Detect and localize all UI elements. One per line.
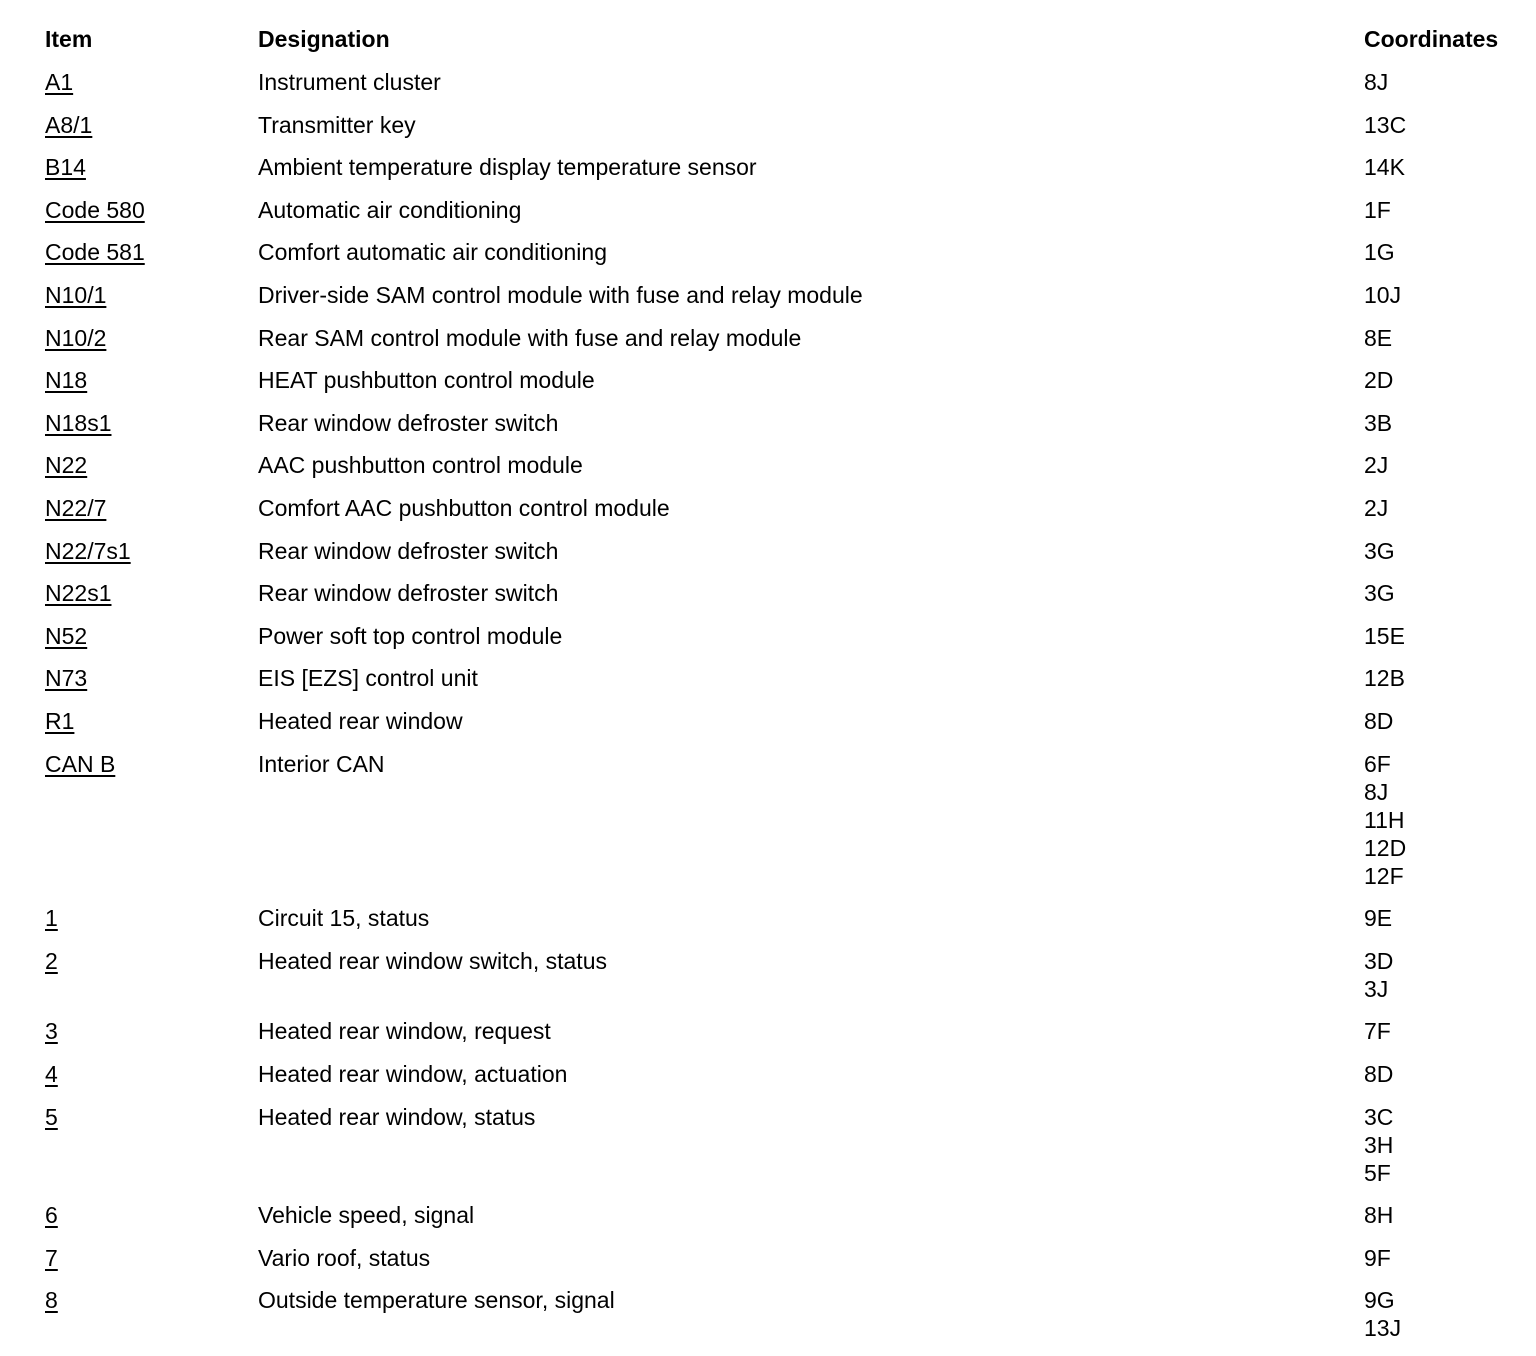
coordinate-value: 12F xyxy=(1364,863,1404,889)
coordinate-value: 10J xyxy=(1364,282,1402,308)
coordinate-value: 8D xyxy=(1364,1061,1394,1087)
designation-cell: Rear window defroster switch xyxy=(258,580,559,606)
coordinate-value: 8J xyxy=(1364,69,1389,95)
item-cell xyxy=(45,750,115,778)
coordinates-cell xyxy=(1364,750,1406,890)
item-link[interactable]: B14 xyxy=(45,154,86,180)
coordinate-value: 3B xyxy=(1364,410,1393,436)
header-item: Item xyxy=(45,26,93,52)
item-cell xyxy=(45,1286,58,1314)
coordinate-value: 3D xyxy=(1364,948,1394,974)
coordinates-cell xyxy=(1364,707,1393,735)
coordinate-value: 12D xyxy=(1364,835,1407,861)
item-cell xyxy=(45,68,73,96)
item-link[interactable]: Code 580 xyxy=(45,197,145,223)
coordinates-cell xyxy=(1364,1017,1391,1045)
item-link[interactable]: CAN B xyxy=(45,751,116,777)
item-cell xyxy=(45,1103,58,1131)
coordinate-value: 1F xyxy=(1364,197,1391,223)
item-cell xyxy=(45,947,58,975)
item-link[interactable]: A8/1 xyxy=(45,112,93,138)
designation-cell: Power soft top control module xyxy=(258,623,563,649)
item-cell xyxy=(45,111,92,139)
designation-cell: Rear window defroster switch xyxy=(258,410,559,436)
coordinate-value: 3C xyxy=(1364,1104,1394,1130)
designation-cell: Rear SAM control module with fuse and relay module xyxy=(258,325,802,351)
coordinates-cell xyxy=(1364,238,1395,266)
designation-cell: Driver-side SAM control module with fuse and relay module xyxy=(258,282,863,308)
item-cell xyxy=(45,409,111,437)
item-cell xyxy=(45,1017,58,1045)
coordinate-value: 3G xyxy=(1364,580,1395,606)
designation-cell: Interior CAN xyxy=(258,751,385,777)
designation-cell: HEAT pushbutton control module xyxy=(258,367,595,393)
item-cell xyxy=(45,579,111,607)
item-link[interactable]: A1 xyxy=(45,69,74,95)
designation-cell: Heated rear window, actuation xyxy=(258,1061,568,1087)
coordinate-value: 7F xyxy=(1364,1018,1391,1044)
item-link[interactable]: N22s1 xyxy=(45,580,112,606)
coordinate-value: 8E xyxy=(1364,325,1393,351)
coordinate-value: 15E xyxy=(1364,623,1405,649)
coordinate-value: 3G xyxy=(1364,538,1395,564)
designation-cell: Comfort automatic air conditioning xyxy=(258,239,607,265)
coordinates-cell xyxy=(1364,451,1388,479)
item-cell xyxy=(45,537,131,565)
coordinate-value: 14K xyxy=(1364,154,1405,180)
coordinate-value: 2D xyxy=(1364,367,1394,393)
designation-cell: Rear window defroster switch xyxy=(258,538,559,564)
designation-cell: Outside temperature sensor, signal xyxy=(258,1287,615,1313)
item-cell xyxy=(45,451,87,479)
coordinates-cell xyxy=(1364,153,1405,181)
coordinate-value: 9F xyxy=(1364,1245,1391,1271)
designation-cell: EIS [EZS] control unit xyxy=(258,665,478,691)
coordinates-cell xyxy=(1364,494,1388,522)
coordinates-cell xyxy=(1364,1286,1401,1342)
item-cell xyxy=(45,153,86,181)
coordinates-cell xyxy=(1364,1060,1393,1088)
coordinates-cell xyxy=(1364,947,1393,1003)
coordinates-cell xyxy=(1364,196,1391,224)
designation-cell: Automatic air conditioning xyxy=(258,197,522,223)
coordinates-cell xyxy=(1364,579,1395,607)
item-link[interactable]: N22/7 xyxy=(45,495,107,521)
designation-cell: Comfort AAC pushbutton control module xyxy=(258,495,670,521)
designation-cell: Heated rear window xyxy=(258,708,463,734)
coordinates-cell xyxy=(1364,366,1393,394)
item-cell xyxy=(45,494,106,522)
designation-cell: Transmitter key xyxy=(258,112,416,138)
item-link[interactable]: N73 xyxy=(45,665,88,691)
header-coordinates: Coordinates xyxy=(1364,26,1499,52)
designation-cell: Heated rear window switch, status xyxy=(258,948,607,974)
coordinates-cell xyxy=(1364,324,1392,352)
item-link[interactable]: 4 xyxy=(45,1061,58,1087)
item-link[interactable]: N10/1 xyxy=(45,282,107,308)
coordinates-cell xyxy=(1364,409,1392,437)
item-cell xyxy=(45,1060,58,1088)
item-link[interactable]: 3 xyxy=(45,1018,58,1044)
designation-cell: Ambient temperature display temperature sensor xyxy=(258,154,757,180)
item-link[interactable]: N22 xyxy=(45,452,88,478)
item-link[interactable]: Code 581 xyxy=(45,239,145,265)
item-cell xyxy=(45,238,145,266)
item-link[interactable]: 8 xyxy=(45,1287,58,1313)
item-cell xyxy=(45,1201,58,1229)
item-link[interactable]: N18 xyxy=(45,367,88,393)
coordinate-value: 8J xyxy=(1364,779,1389,805)
coordinate-value: 2J xyxy=(1364,495,1389,521)
item-link[interactable]: N10/2 xyxy=(45,325,107,351)
coordinate-value: 3J xyxy=(1364,976,1389,1002)
item-link[interactable]: 1 xyxy=(45,905,58,931)
designation-cell: Heated rear window, request xyxy=(258,1018,551,1044)
designation-cell: Circuit 15, status xyxy=(258,905,430,931)
item-link[interactable]: 5 xyxy=(45,1104,58,1130)
coordinate-value: 9E xyxy=(1364,905,1393,931)
coordinate-value: 5F xyxy=(1364,1160,1391,1186)
coordinate-value: 9G xyxy=(1364,1287,1395,1313)
item-link[interactable]: N22/7s1 xyxy=(45,538,131,564)
coordinate-value: 2J xyxy=(1364,452,1389,478)
item-link[interactable]: N18s1 xyxy=(45,410,112,436)
designation-cell: Heated rear window, status xyxy=(258,1104,536,1130)
coordinates-cell xyxy=(1364,1103,1393,1187)
coordinate-value: 1G xyxy=(1364,239,1395,265)
coordinate-value: 8D xyxy=(1364,708,1394,734)
designation-cell: Vario roof, status xyxy=(258,1245,431,1271)
designation-cell: Instrument cluster xyxy=(258,69,441,95)
item-cell xyxy=(45,664,87,692)
coordinate-value: 6F xyxy=(1364,751,1391,777)
coordinate-value: 12B xyxy=(1364,665,1405,691)
item-cell xyxy=(45,324,106,352)
item-link[interactable]: R1 xyxy=(45,708,75,734)
coordinate-value: 11H xyxy=(1364,807,1405,833)
coordinate-value: 8H xyxy=(1364,1202,1394,1228)
coordinates-cell xyxy=(1364,537,1395,565)
header-designation: Designation xyxy=(258,26,390,52)
item-cell xyxy=(45,1244,58,1272)
coordinates-cell xyxy=(1364,68,1388,96)
coordinate-value: 13C xyxy=(1364,112,1407,138)
coordinates-cell xyxy=(1364,111,1406,139)
item-cell xyxy=(45,196,145,224)
item-link[interactable]: 7 xyxy=(45,1245,58,1271)
item-cell xyxy=(45,281,106,309)
item-cell xyxy=(45,622,87,650)
coordinates-cell xyxy=(1364,622,1405,650)
item-cell xyxy=(45,904,58,932)
coordinates-cell xyxy=(1364,1244,1391,1272)
item-cell xyxy=(45,707,74,735)
designation-cell: Vehicle speed, signal xyxy=(258,1202,475,1228)
coordinate-value: 13J xyxy=(1364,1315,1402,1341)
item-link[interactable]: 6 xyxy=(45,1202,58,1228)
coordinates-cell xyxy=(1364,1201,1393,1229)
coordinates-cell xyxy=(1364,904,1392,932)
coordinates-cell xyxy=(1364,664,1405,692)
coordinate-value: 3H xyxy=(1364,1132,1394,1158)
designation-cell: AAC pushbutton control module xyxy=(258,452,583,478)
item-cell xyxy=(45,366,87,394)
item-link[interactable]: 2 xyxy=(45,948,58,974)
item-link[interactable]: N52 xyxy=(45,623,88,649)
coordinates-cell xyxy=(1364,281,1401,309)
